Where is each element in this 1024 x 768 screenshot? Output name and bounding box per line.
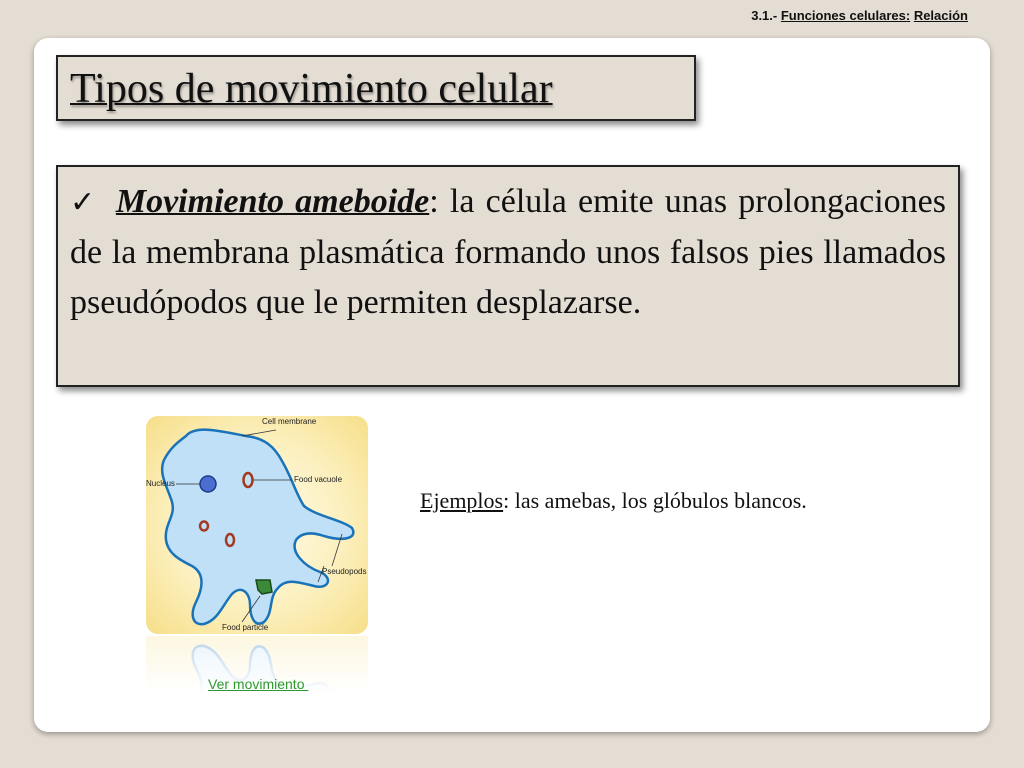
header-breadcrumb (751, 8, 968, 23)
label-nucleus: Nucleus (146, 479, 175, 488)
slide-title: Tipos de movimiento celular (70, 66, 553, 112)
topic-link[interactable]: Funciones celulares: (780, 8, 911, 23)
check-icon: ✓ (70, 185, 98, 220)
section-number: 3.1.- (751, 8, 778, 23)
watch-movement-link[interactable]: Ver movimiento (208, 676, 309, 692)
label-cell-membrane: Cell membrane (262, 417, 317, 426)
definition-text: la célula emite unas prolongaciones de la membrana plasmática formando unos falsos pies llamados pseudópodos que le permiten desplazarse. (70, 183, 947, 321)
label-pseudopods: Pseudopods (322, 567, 367, 576)
examples-body: las amebas, los glóbulos blancos. (509, 488, 807, 513)
definition-separator: : (429, 183, 439, 220)
examples-text (420, 488, 807, 514)
title-box (56, 55, 696, 121)
amoeba-figure (146, 416, 368, 634)
label-food-particle: Food particle (222, 623, 269, 632)
examples-separator: : (503, 488, 510, 513)
definition-paragraph (70, 177, 946, 328)
definition-term: Movimiento ameboide (115, 183, 430, 220)
amoeba-diagram (146, 416, 368, 634)
label-food-vacuole: Food vacuole (294, 475, 343, 484)
definition-box (56, 165, 960, 387)
examples-label: Ejemplos (420, 488, 504, 513)
nucleus (200, 476, 216, 492)
subtopic-link[interactable]: Relación (913, 8, 968, 23)
